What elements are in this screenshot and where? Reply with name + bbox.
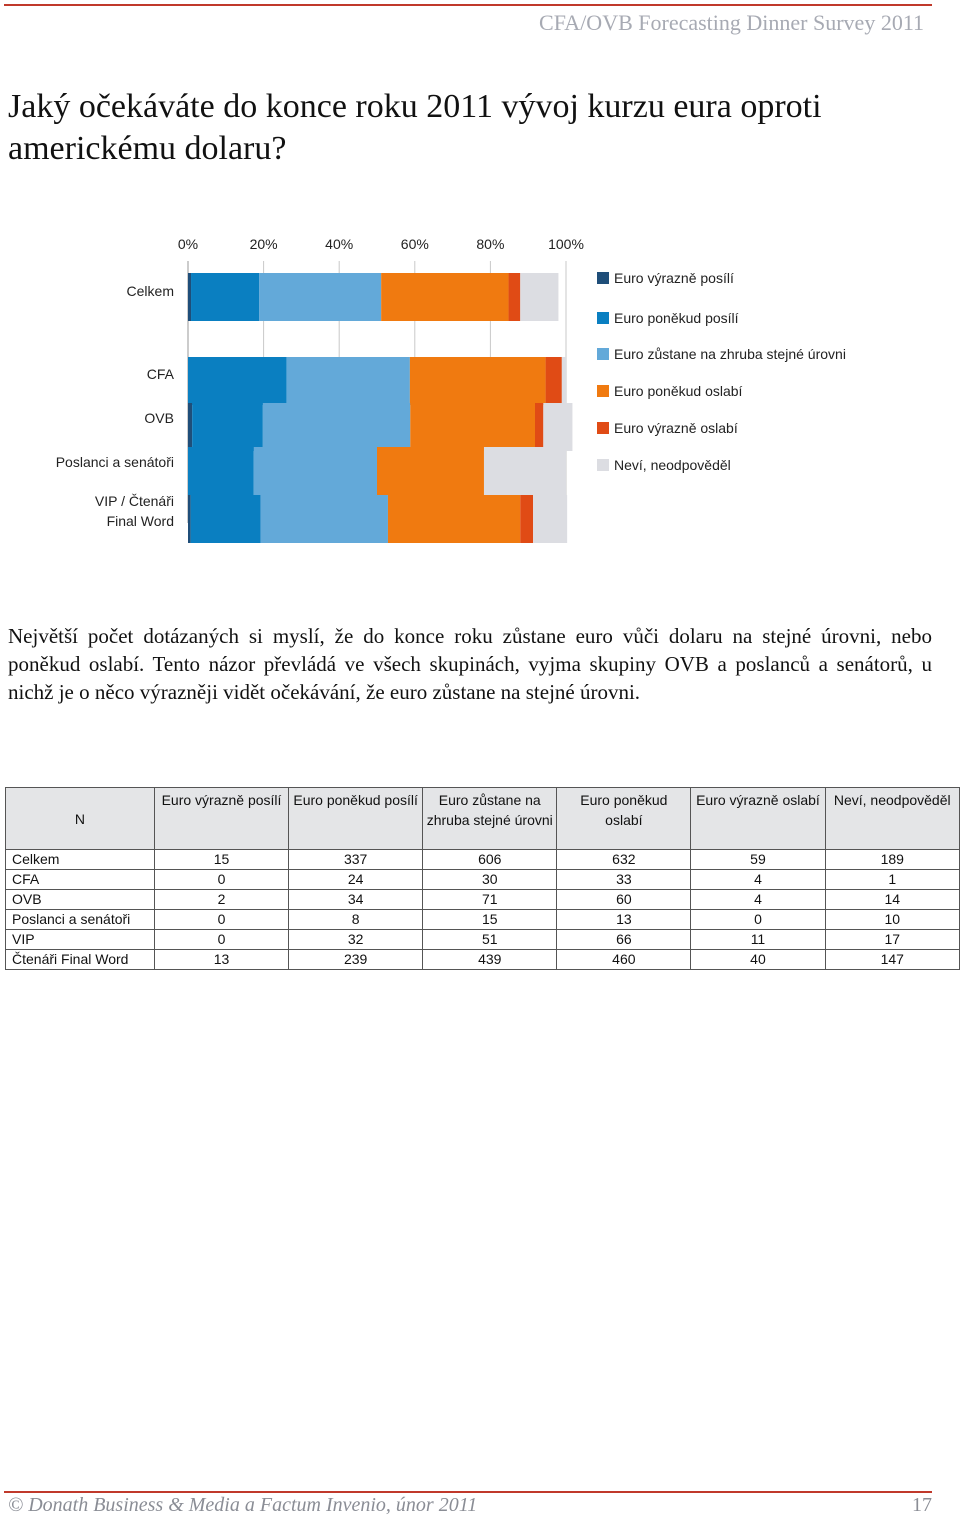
bar-segment xyxy=(520,495,533,543)
table-cell: 4 xyxy=(691,870,825,890)
table-cell: 460 xyxy=(557,950,691,970)
table-cell: 71 xyxy=(423,890,557,910)
category-label-line: VIP / Čtenáři xyxy=(94,493,174,509)
table-cell: 632 xyxy=(557,850,691,870)
legend-label: Euro poněkud oslabí xyxy=(614,383,743,399)
table-cell: 0 xyxy=(154,910,288,930)
table-row-label: CFA xyxy=(6,870,155,890)
footer-copyright: © Donath Business & Media a Factum Invenio, únor 2011 xyxy=(8,1494,478,1516)
table-cell: 439 xyxy=(423,950,557,970)
bar-segment xyxy=(381,273,508,321)
bar-segment xyxy=(484,447,566,495)
table-cell: 14 xyxy=(825,890,960,910)
x-axis-ticks xyxy=(178,236,584,252)
table-cell: 34 xyxy=(289,890,423,910)
table-row xyxy=(6,890,960,910)
table-cell: 40 xyxy=(691,950,825,970)
bar-segment xyxy=(191,273,259,321)
header-title: CFA/OVB Forecasting Dinner Survey 2011 xyxy=(539,10,924,35)
bottom-rule xyxy=(4,1491,932,1493)
table-cell: 15 xyxy=(154,850,288,870)
bars xyxy=(188,273,572,543)
stacked-bar-chart xyxy=(0,225,960,545)
bar-segment xyxy=(535,403,543,451)
bar-segment xyxy=(410,357,546,405)
bar-segment xyxy=(543,403,572,451)
table-cell: 33 xyxy=(557,870,691,890)
table-row xyxy=(6,930,960,950)
bar-segment xyxy=(263,403,410,451)
table-cell: 13 xyxy=(154,950,288,970)
table-cell: 13 xyxy=(557,910,691,930)
bar-segment xyxy=(188,403,192,451)
table-row-label: OVB xyxy=(6,890,155,910)
table-cell: 189 xyxy=(825,850,960,870)
table-cell: 0 xyxy=(154,870,288,890)
table-cell: 32 xyxy=(289,930,423,950)
table-row xyxy=(6,850,960,870)
table-cell: 337 xyxy=(289,850,423,870)
table-header-cell: N xyxy=(6,788,155,850)
table-cell: 0 xyxy=(691,910,825,930)
legend-label: Euro poněkud posílí xyxy=(614,310,739,326)
table-cell: 1 xyxy=(825,870,960,890)
data-table xyxy=(5,787,960,970)
bar-segment xyxy=(191,495,261,543)
bar-segment xyxy=(192,403,263,451)
table-header-cell: Euro poněkud posílí xyxy=(289,788,423,850)
bar-segment xyxy=(254,447,377,495)
legend-label: Euro výrazně oslabí xyxy=(614,420,738,436)
category-label-line: Final Word xyxy=(106,513,174,529)
table-cell: 30 xyxy=(423,870,557,890)
bar-segment xyxy=(287,357,410,405)
table-cell: 8 xyxy=(289,910,423,930)
bar-segment xyxy=(533,495,567,543)
category-labels xyxy=(56,283,175,529)
top-rule xyxy=(4,4,932,6)
question-title: Jaký očekáváte do konce roku 2011 vývoj kurzu eura oproti americkému dolaru? xyxy=(8,88,822,167)
table-cell: 606 xyxy=(423,850,557,870)
table-cell: 66 xyxy=(557,930,691,950)
table-row xyxy=(6,910,960,930)
x-tick-label: 100% xyxy=(548,236,584,252)
x-tick-label: 20% xyxy=(249,236,278,252)
table-header-cell: Euro výrazně posílí xyxy=(154,788,288,850)
table-cell: 24 xyxy=(289,870,423,890)
table-cell: 60 xyxy=(557,890,691,910)
bar-segment xyxy=(188,273,191,321)
table-cell: 239 xyxy=(289,950,423,970)
legend-swatch xyxy=(597,312,609,324)
table-header-cell: Euro zůstane na zhruba stejné úrovni xyxy=(423,788,557,850)
table-header-row xyxy=(6,788,960,850)
bar-segment xyxy=(388,495,520,543)
table-cell: 4 xyxy=(691,890,825,910)
table-cell: 59 xyxy=(691,850,825,870)
legend-label: Euro zůstane na zhruba stejné úrovni xyxy=(614,346,846,362)
bar-segment xyxy=(546,357,562,405)
bar-segment xyxy=(410,403,535,451)
bar-segment xyxy=(509,273,521,321)
table-row-label: Čtenáři Final Word xyxy=(6,950,155,970)
table-row-label: VIP xyxy=(6,930,155,950)
bar-segment xyxy=(188,495,191,543)
table-cell: 11 xyxy=(691,930,825,950)
x-tick-label: 0% xyxy=(177,236,199,252)
bar-segment xyxy=(261,495,388,543)
table-cell: 10 xyxy=(825,910,960,930)
legend-swatch xyxy=(597,459,609,471)
x-tick-label: 60% xyxy=(400,236,429,252)
table-row xyxy=(6,950,960,970)
table-cell: 0 xyxy=(154,930,288,950)
category-label xyxy=(95,493,174,529)
x-tick-label: 40% xyxy=(325,236,354,252)
table-header-cell: Euro výrazně oslabí xyxy=(691,788,825,850)
table-cell: 147 xyxy=(825,950,960,970)
bar-segment xyxy=(377,447,484,495)
bar-segment xyxy=(188,357,287,405)
bar-segment xyxy=(188,447,254,495)
table-row-label: Celkem xyxy=(6,850,155,870)
table-cell: 51 xyxy=(423,930,557,950)
bar-segment xyxy=(259,273,381,321)
legend-swatch xyxy=(597,422,609,434)
table-cell: 17 xyxy=(825,930,960,950)
category-label: Poslanci a senátoři xyxy=(55,454,174,470)
table-cell: 2 xyxy=(154,890,288,910)
table-row-label: Poslanci a senátoři xyxy=(6,910,155,930)
legend-swatch xyxy=(597,385,609,397)
legend xyxy=(597,270,846,473)
table-cell: 15 xyxy=(423,910,557,930)
legend-swatch xyxy=(597,348,609,360)
x-tick-label: 80% xyxy=(476,236,505,252)
bar-segment xyxy=(562,357,566,405)
category-label: CFA xyxy=(146,366,174,382)
legend-swatch xyxy=(597,272,609,284)
category-label: Celkem xyxy=(126,283,174,299)
legend-label: Euro výrazně posílí xyxy=(614,270,734,286)
table-header-cell: Neví, neodpověděl xyxy=(825,788,960,850)
legend-label: Neví, neodpověděl xyxy=(614,457,731,473)
table-row xyxy=(6,870,960,890)
page-number: 17 xyxy=(912,1494,932,1516)
summary-text: Největší počet dotázaných si myslí, že do konce roku zůstane euro vůči dolaru na stejné úrovni, nebo poněkud oslabí. Tento názor převládá ve všech skupinách, vyjma skupiny OVB a poslanců a senátorů, u nichž je o něco výrazněji vidět očekávání, že euro zůstane na stejné úrovni. xyxy=(8,624,932,704)
bar-segment xyxy=(520,273,558,321)
category-label: OVB xyxy=(144,410,174,426)
table-header-cell: Euro poněkud oslabí xyxy=(557,788,691,850)
